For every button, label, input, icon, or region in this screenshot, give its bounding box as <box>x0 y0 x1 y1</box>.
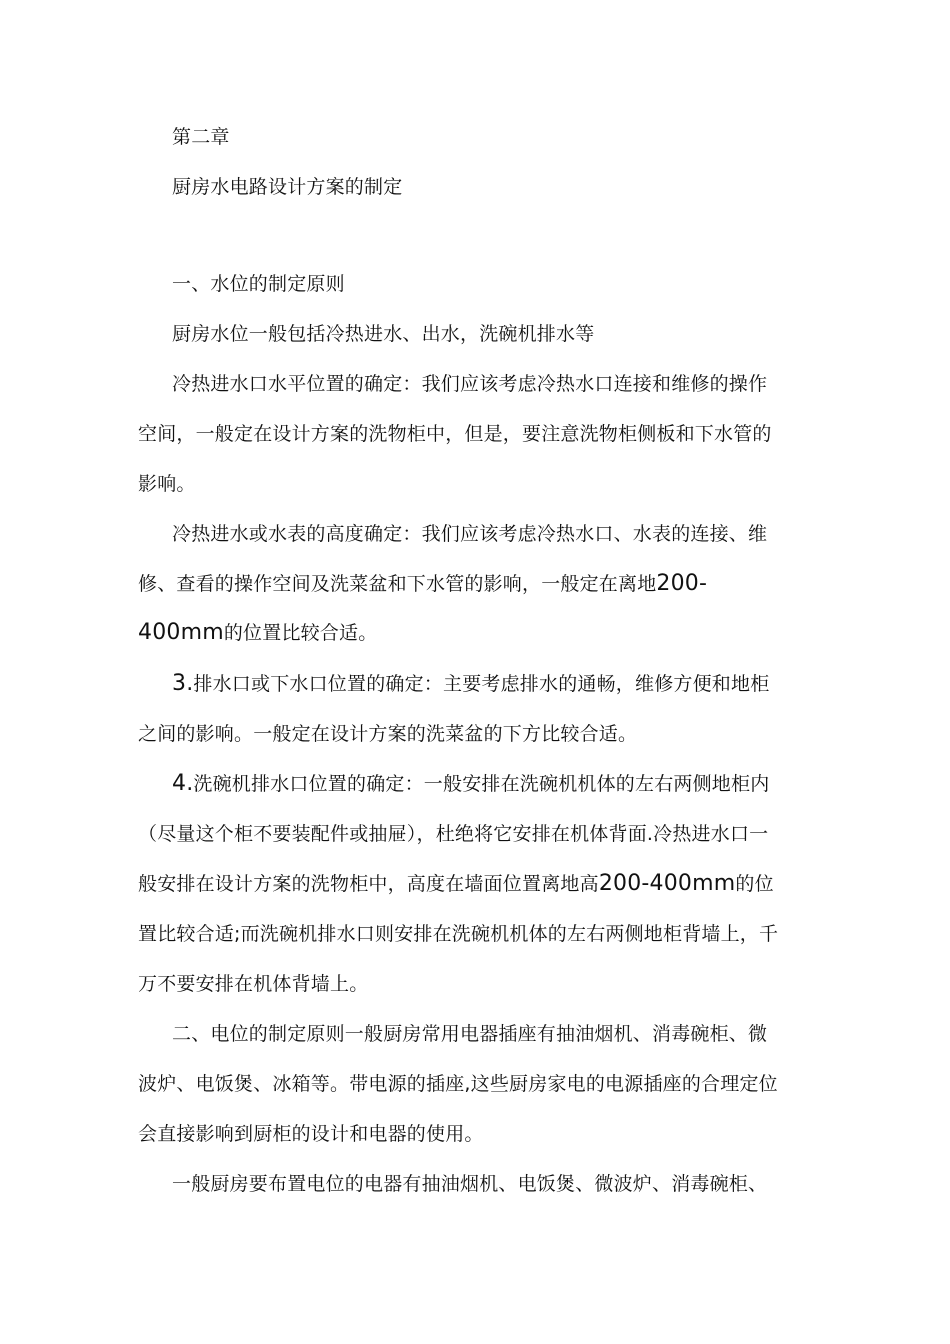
text-line <box>172 771 769 797</box>
text-line <box>138 871 774 897</box>
text-segment: 般安排在设计方案的洗物柜中，高度在墙面位置离地高 <box>138 873 599 895</box>
text-line: 会直接影响到厨柜的设计和电器的使用。 <box>138 1123 484 1145</box>
text-segment: 的位 <box>735 873 774 895</box>
text-segment: 洗碗机排水口位置的确定：一般安排在洗碗机机体的左右两侧地柜内 <box>193 773 770 795</box>
text-segment: 修、查看的操作空间及洗菜盆和下水管的影响，一般定在离地 <box>138 573 657 595</box>
text-line: 冷热进水或水表的高度确定：我们应该考虑冷热水口、水表的连接、维 <box>172 523 768 545</box>
chapter-heading: 第二章 <box>172 126 230 148</box>
text-line: 影响。 <box>138 473 196 495</box>
text-line <box>172 671 769 697</box>
list-number: 4. <box>172 771 194 796</box>
text-line: 空间，一般定在设计方案的洗物柜中，但是，要注意洗物柜侧板和下水管的 <box>138 423 772 445</box>
list-number: 3. <box>172 671 194 696</box>
text-line <box>138 571 707 597</box>
text-line: 置比较合适;而洗碗机排水口则安排在洗碗机机体的左右两侧地柜背墙上，千 <box>138 923 779 945</box>
number-text: 400mm <box>138 620 224 645</box>
text-line: 厨房水位一般包括冷热进水、出水，洗碗机排水等 <box>172 323 595 345</box>
number-text: 200- <box>656 571 708 596</box>
text-line: 冷热进水口水平位置的确定：我们应该考虑冷热水口连接和维修的操作 <box>172 373 768 395</box>
text-line: （尽量这个柜不要装配件或抽屉），杜绝将它安排在机体背面.冷热进水口一 <box>138 823 769 845</box>
number-text: 200-400mm <box>598 871 736 896</box>
section-heading-electric: 二、电位的制定原则一般厨房常用电器插座有抽油烟机、消毒碗柜、微 <box>172 1023 768 1045</box>
document-title: 厨房水电路设计方案的制定 <box>172 176 403 198</box>
text-line: 之间的影响。一般定在设计方案的洗菜盆的下方比较合适。 <box>138 723 638 745</box>
text-segment: 排水口或下水口位置的确定：主要考虑排水的通畅，维修方便和地柜 <box>193 673 770 695</box>
text-line: 万不要安排在机体背墙上。 <box>138 973 369 995</box>
text-segment: 的位置比较合适。 <box>223 622 378 644</box>
section-heading-water: 一、水位的制定原则 <box>172 273 345 295</box>
text-line: 一般厨房要布置电位的电器有抽油烟机、电饭煲、微波炉、消毒碗柜、 <box>172 1173 768 1195</box>
text-line: 波炉、电饭煲、冰箱等。带电源的插座,这些厨房家电的电源插座的合理定位 <box>138 1073 778 1095</box>
text-line <box>138 620 377 646</box>
